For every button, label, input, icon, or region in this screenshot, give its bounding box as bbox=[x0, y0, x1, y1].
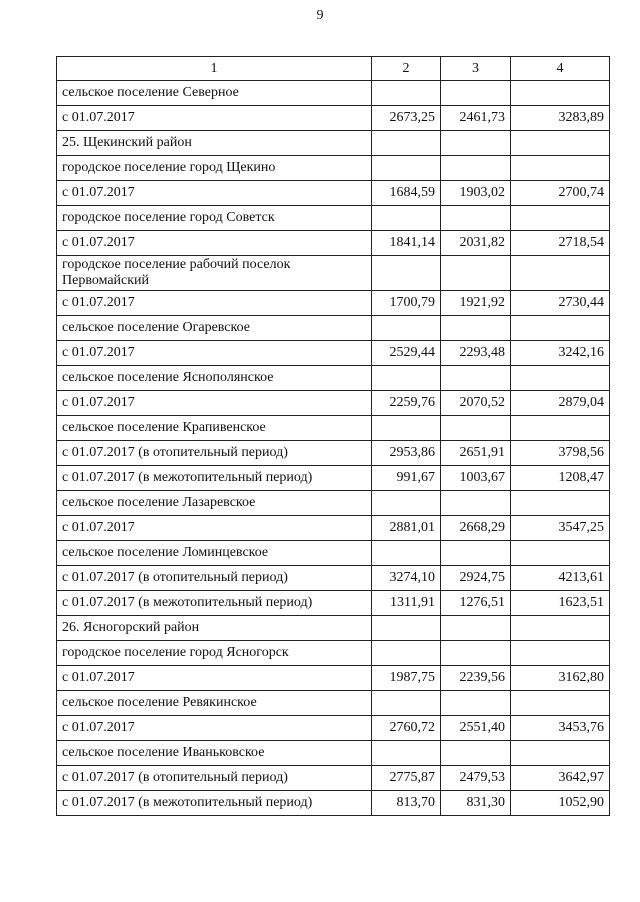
value-cell-col2 bbox=[372, 316, 441, 341]
value-cell-col4 bbox=[511, 616, 610, 641]
value-cell-col3: 2651,91 bbox=[441, 441, 511, 466]
row-label-cell: сельское поселение Ломинцевское bbox=[57, 541, 372, 566]
value-cell-col2 bbox=[372, 741, 441, 766]
value-cell-col4: 1208,47 bbox=[511, 466, 610, 491]
row-label-cell: сельское поселение Лазаревское bbox=[57, 491, 372, 516]
value-cell-col3 bbox=[441, 741, 511, 766]
value-cell-col2: 2673,25 bbox=[372, 106, 441, 131]
value-cell-col3 bbox=[441, 416, 511, 441]
table-row bbox=[57, 666, 610, 691]
value-cell-col3: 2479,53 bbox=[441, 766, 511, 791]
table-row bbox=[57, 566, 610, 591]
row-label-cell: с 01.07.2017 (в отопительный период) bbox=[57, 566, 372, 591]
value-cell-col4: 3642,97 bbox=[511, 766, 610, 791]
value-cell-col4 bbox=[511, 256, 610, 291]
row-label-cell: с 01.07.2017 (в межотопительный период) bbox=[57, 791, 372, 816]
row-label-cell: с 01.07.2017 bbox=[57, 106, 372, 131]
page-number: 9 bbox=[316, 8, 324, 23]
value-cell-col3: 1003,67 bbox=[441, 466, 511, 491]
table-row bbox=[57, 341, 610, 366]
value-cell-col2: 2953,86 bbox=[372, 441, 441, 466]
value-cell-col3: 2239,56 bbox=[441, 666, 511, 691]
row-label-cell: городское поселение рабочий поселок Первомайский bbox=[57, 256, 372, 291]
value-cell-col4: 2700,74 bbox=[511, 181, 610, 206]
value-cell-col3: 2924,75 bbox=[441, 566, 511, 591]
table-row bbox=[57, 791, 610, 816]
row-label-cell: с 01.07.2017 (в отопительный период) bbox=[57, 766, 372, 791]
value-cell-col3 bbox=[441, 131, 511, 156]
table-row bbox=[57, 316, 610, 341]
row-label-cell: сельское поселение Яснополянское bbox=[57, 366, 372, 391]
value-cell-col2: 3274,10 bbox=[372, 566, 441, 591]
row-label-cell: с 01.07.2017 bbox=[57, 716, 372, 741]
row-label-cell: с 01.07.2017 bbox=[57, 516, 372, 541]
value-cell-col4 bbox=[511, 316, 610, 341]
table-row bbox=[57, 181, 610, 206]
value-cell-col3: 2031,82 bbox=[441, 231, 511, 256]
value-cell-col2: 1700,79 bbox=[372, 291, 441, 316]
value-cell-col4 bbox=[511, 206, 610, 231]
value-cell-col3 bbox=[441, 316, 511, 341]
value-cell-col4: 3798,56 bbox=[511, 441, 610, 466]
value-cell-col2 bbox=[372, 206, 441, 231]
value-cell-col4: 3242,16 bbox=[511, 341, 610, 366]
value-cell-col2: 2881,01 bbox=[372, 516, 441, 541]
value-cell-col4: 1623,51 bbox=[511, 591, 610, 616]
row-label-cell: с 01.07.2017 bbox=[57, 181, 372, 206]
value-cell-col3: 1903,02 bbox=[441, 181, 511, 206]
column-header: 3 bbox=[441, 57, 511, 81]
table-row bbox=[57, 391, 610, 416]
table-row bbox=[57, 491, 610, 516]
row-label-cell: с 01.07.2017 (в отопительный период) bbox=[57, 441, 372, 466]
value-cell-col4: 3162,80 bbox=[511, 666, 610, 691]
row-label-cell: сельское поселение Ревякинское bbox=[57, 691, 372, 716]
value-cell-col3 bbox=[441, 156, 511, 181]
row-label-cell: сельское поселение Огаревское bbox=[57, 316, 372, 341]
row-label-cell: с 01.07.2017 bbox=[57, 341, 372, 366]
table-row bbox=[57, 231, 610, 256]
table-row bbox=[57, 366, 610, 391]
value-cell-col3: 2668,29 bbox=[441, 516, 511, 541]
value-cell-col2 bbox=[372, 616, 441, 641]
value-cell-col2: 1987,75 bbox=[372, 666, 441, 691]
value-cell-col3 bbox=[441, 641, 511, 666]
value-cell-col4: 2879,04 bbox=[511, 391, 610, 416]
row-label-cell: с 01.07.2017 bbox=[57, 231, 372, 256]
value-cell-col2: 1311,91 bbox=[372, 591, 441, 616]
table-row bbox=[57, 156, 610, 181]
row-label-cell: 25. Щекинский район bbox=[57, 131, 372, 156]
row-label-cell: городское поселение город Щекино bbox=[57, 156, 372, 181]
row-label-cell: сельское поселение Северное bbox=[57, 81, 372, 106]
value-cell-col2 bbox=[372, 131, 441, 156]
table-row bbox=[57, 591, 610, 616]
column-header: 2 bbox=[372, 57, 441, 81]
value-cell-col4 bbox=[511, 366, 610, 391]
table-row bbox=[57, 256, 610, 291]
value-cell-col4 bbox=[511, 641, 610, 666]
value-cell-col3 bbox=[441, 81, 511, 106]
value-cell-col4 bbox=[511, 416, 610, 441]
table-body bbox=[57, 81, 610, 816]
value-cell-col2: 2760,72 bbox=[372, 716, 441, 741]
value-cell-col2 bbox=[372, 641, 441, 666]
table-row bbox=[57, 441, 610, 466]
table-row bbox=[57, 641, 610, 666]
value-cell-col2: 2775,87 bbox=[372, 766, 441, 791]
table-row bbox=[57, 766, 610, 791]
value-cell-col4: 1052,90 bbox=[511, 791, 610, 816]
row-label-cell: с 01.07.2017 bbox=[57, 291, 372, 316]
table-row bbox=[57, 206, 610, 231]
value-cell-col4: 3283,89 bbox=[511, 106, 610, 131]
table-row bbox=[57, 81, 610, 106]
row-label-cell: городское поселение город Советск bbox=[57, 206, 372, 231]
table-row bbox=[57, 516, 610, 541]
column-header: 4 bbox=[511, 57, 610, 81]
value-cell-col3 bbox=[441, 366, 511, 391]
value-cell-col2 bbox=[372, 491, 441, 516]
value-cell-col3: 2070,52 bbox=[441, 391, 511, 416]
row-label-cell: городское поселение город Ясногорск bbox=[57, 641, 372, 666]
value-cell-col2 bbox=[372, 416, 441, 441]
row-label-cell: с 01.07.2017 bbox=[57, 391, 372, 416]
value-cell-col2 bbox=[372, 366, 441, 391]
value-cell-col2 bbox=[372, 81, 441, 106]
table-row bbox=[57, 291, 610, 316]
column-header: 1 bbox=[57, 57, 372, 81]
value-cell-col4: 3453,76 bbox=[511, 716, 610, 741]
value-cell-col2 bbox=[372, 156, 441, 181]
table-row bbox=[57, 691, 610, 716]
value-cell-col2: 1684,59 bbox=[372, 181, 441, 206]
value-cell-col2: 1841,14 bbox=[372, 231, 441, 256]
value-cell-col3 bbox=[441, 491, 511, 516]
value-cell-col3: 2293,48 bbox=[441, 341, 511, 366]
value-cell-col3 bbox=[441, 256, 511, 291]
row-label-cell: 26. Ясногорский район bbox=[57, 616, 372, 641]
value-cell-col3 bbox=[441, 541, 511, 566]
row-label-cell: сельское поселение Крапивенское bbox=[57, 416, 372, 441]
value-cell-col2: 2259,76 bbox=[372, 391, 441, 416]
value-cell-col3 bbox=[441, 206, 511, 231]
table-row bbox=[57, 106, 610, 131]
value-cell-col4 bbox=[511, 491, 610, 516]
row-label-cell: с 01.07.2017 (в межотопительный период) bbox=[57, 591, 372, 616]
value-cell-col4 bbox=[511, 131, 610, 156]
row-label-cell: с 01.07.2017 bbox=[57, 666, 372, 691]
value-cell-col2: 813,70 bbox=[372, 791, 441, 816]
table-row bbox=[57, 716, 610, 741]
value-cell-col3: 2461,73 bbox=[441, 106, 511, 131]
value-cell-col4: 2718,54 bbox=[511, 231, 610, 256]
row-label-cell: с 01.07.2017 (в межотопительный период) bbox=[57, 466, 372, 491]
value-cell-col4 bbox=[511, 156, 610, 181]
value-cell-col4 bbox=[511, 691, 610, 716]
value-cell-col2: 991,67 bbox=[372, 466, 441, 491]
value-cell-col2: 2529,44 bbox=[372, 341, 441, 366]
value-cell-col2 bbox=[372, 691, 441, 716]
value-cell-col3 bbox=[441, 616, 511, 641]
value-cell-col3: 831,30 bbox=[441, 791, 511, 816]
value-cell-col4: 2730,44 bbox=[511, 291, 610, 316]
table-row bbox=[57, 741, 610, 766]
value-cell-col3: 1276,51 bbox=[441, 591, 511, 616]
value-cell-col4 bbox=[511, 741, 610, 766]
table-header-row bbox=[57, 57, 610, 81]
table-row bbox=[57, 416, 610, 441]
value-cell-col2 bbox=[372, 541, 441, 566]
table-row bbox=[57, 466, 610, 491]
tariff-table bbox=[56, 56, 610, 816]
value-cell-col4 bbox=[511, 81, 610, 106]
value-cell-col2 bbox=[372, 256, 441, 291]
table-row bbox=[57, 131, 610, 156]
table-row bbox=[57, 616, 610, 641]
row-label-cell: сельское поселение Иваньковское bbox=[57, 741, 372, 766]
value-cell-col3: 2551,40 bbox=[441, 716, 511, 741]
value-cell-col4 bbox=[511, 541, 610, 566]
table-row bbox=[57, 541, 610, 566]
value-cell-col3 bbox=[441, 691, 511, 716]
value-cell-col4: 3547,25 bbox=[511, 516, 610, 541]
value-cell-col3: 1921,92 bbox=[441, 291, 511, 316]
value-cell-col4: 4213,61 bbox=[511, 566, 610, 591]
